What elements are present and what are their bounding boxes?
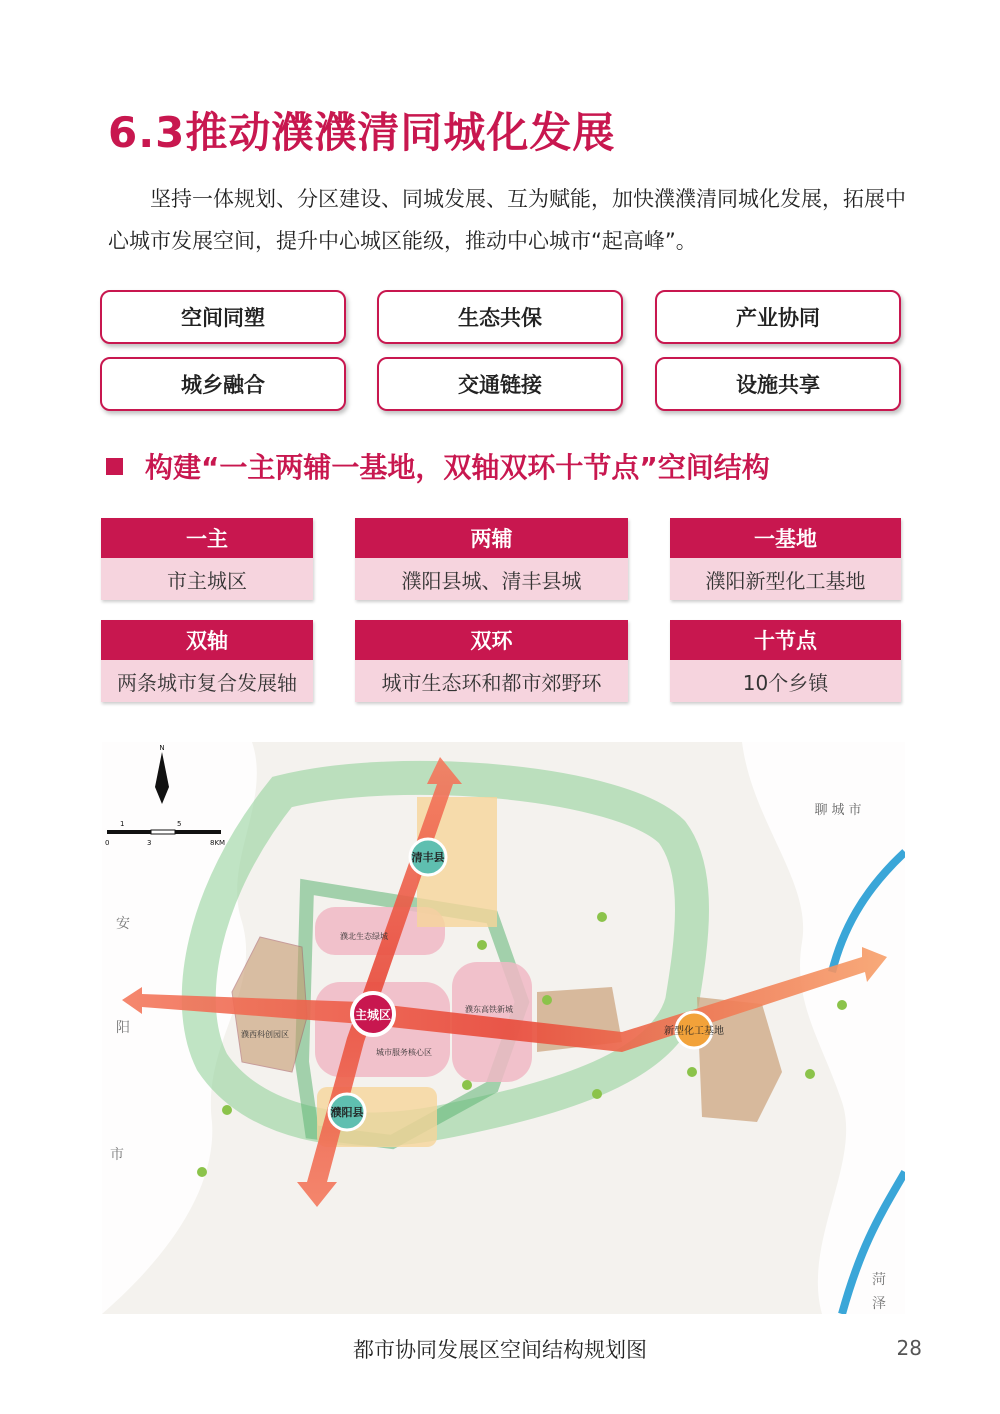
card-base	[670, 518, 901, 600]
bullet-square-icon	[106, 458, 123, 475]
card-head: 十节点	[670, 620, 901, 660]
card-body: 10个乡镇	[670, 660, 901, 702]
card-head: 一基地	[670, 518, 901, 558]
town-node	[222, 1105, 232, 1115]
label-chem-base: 新型化工基地	[664, 1026, 724, 1037]
label-ze: 泽	[872, 1296, 886, 1312]
card-head: 一主	[101, 518, 313, 558]
section-heading-text: 构建“一主两辅一基地，双轴双环十节点”空间结构	[145, 451, 770, 484]
label-he: 菏	[872, 1272, 886, 1288]
scale-tick: 3	[147, 839, 152, 847]
card-dual-ring	[355, 620, 628, 702]
card-one-main	[101, 518, 313, 600]
section-heading	[106, 446, 770, 486]
pill-urban-rural: 城乡融合	[100, 357, 346, 411]
page-title: 6.3推动濮濮清同城化发展	[108, 108, 616, 157]
pill-ecology: 生态共保	[377, 290, 623, 344]
scale-tick: 1	[120, 820, 125, 828]
card-dual-axis	[101, 620, 313, 702]
pill-space: 空间同塑	[100, 290, 346, 344]
town-node	[592, 1089, 602, 1099]
town-node	[597, 912, 607, 922]
card-ten-nodes	[670, 620, 901, 702]
card-head: 双环	[355, 620, 628, 660]
town-node	[477, 940, 487, 950]
label-main-city: 主城区	[354, 1008, 392, 1022]
town-node	[837, 1000, 847, 1010]
pill-industry: 产业协同	[655, 290, 901, 344]
card-head: 两辅	[355, 518, 628, 558]
town-node	[542, 995, 552, 1005]
label-shi: 市	[110, 1147, 124, 1163]
label-west-park: 濮西科创园区	[241, 1030, 289, 1039]
page-number: 28	[896, 1336, 922, 1360]
pill-facilities: 设施共享	[655, 357, 901, 411]
label-east-rail: 濮东高铁新城	[465, 1005, 513, 1014]
scale-tick: 8KM	[210, 839, 226, 847]
scale-tick: 0	[105, 839, 110, 847]
town-node	[687, 1067, 697, 1077]
intro-paragraph: 坚持一体规划、分区建设、同城发展、互为赋能，加快濮濮清同城化发展，拓展中心城市发展空间，提升中心城区能级，推动中心城市“起高峰”。	[108, 187, 906, 253]
card-two-aux	[355, 518, 628, 600]
label-north-green: 濮北生态绿城	[340, 932, 388, 941]
label-liaocheng: 聊城市	[814, 803, 866, 818]
north-label: N	[159, 744, 165, 752]
label-core: 城市服务核心区	[376, 1048, 432, 1057]
card-body: 濮阳新型化工基地	[670, 558, 901, 600]
card-body: 濮阳县城、清丰县城	[355, 558, 628, 600]
spatial-structure-map	[102, 742, 905, 1314]
town-node	[462, 1080, 472, 1090]
figure-caption: 都市协同发展区空间结构规划图	[353, 1338, 647, 1362]
card-head: 双轴	[101, 620, 313, 660]
town-node	[197, 1167, 207, 1177]
label-an: 安	[116, 916, 130, 932]
label-yang: 阳	[116, 1020, 130, 1036]
town-node	[805, 1069, 815, 1079]
scale-tick: 5	[177, 820, 182, 828]
card-body: 两条城市复合发展轴	[101, 660, 313, 702]
card-body: 城市生态环和都市郊野环	[355, 660, 628, 702]
pill-transport: 交通链接	[377, 357, 623, 411]
card-body: 市主城区	[101, 558, 313, 600]
label-qingfeng: 清丰县	[411, 851, 445, 864]
label-puyang: 濮阳县	[330, 1106, 364, 1119]
